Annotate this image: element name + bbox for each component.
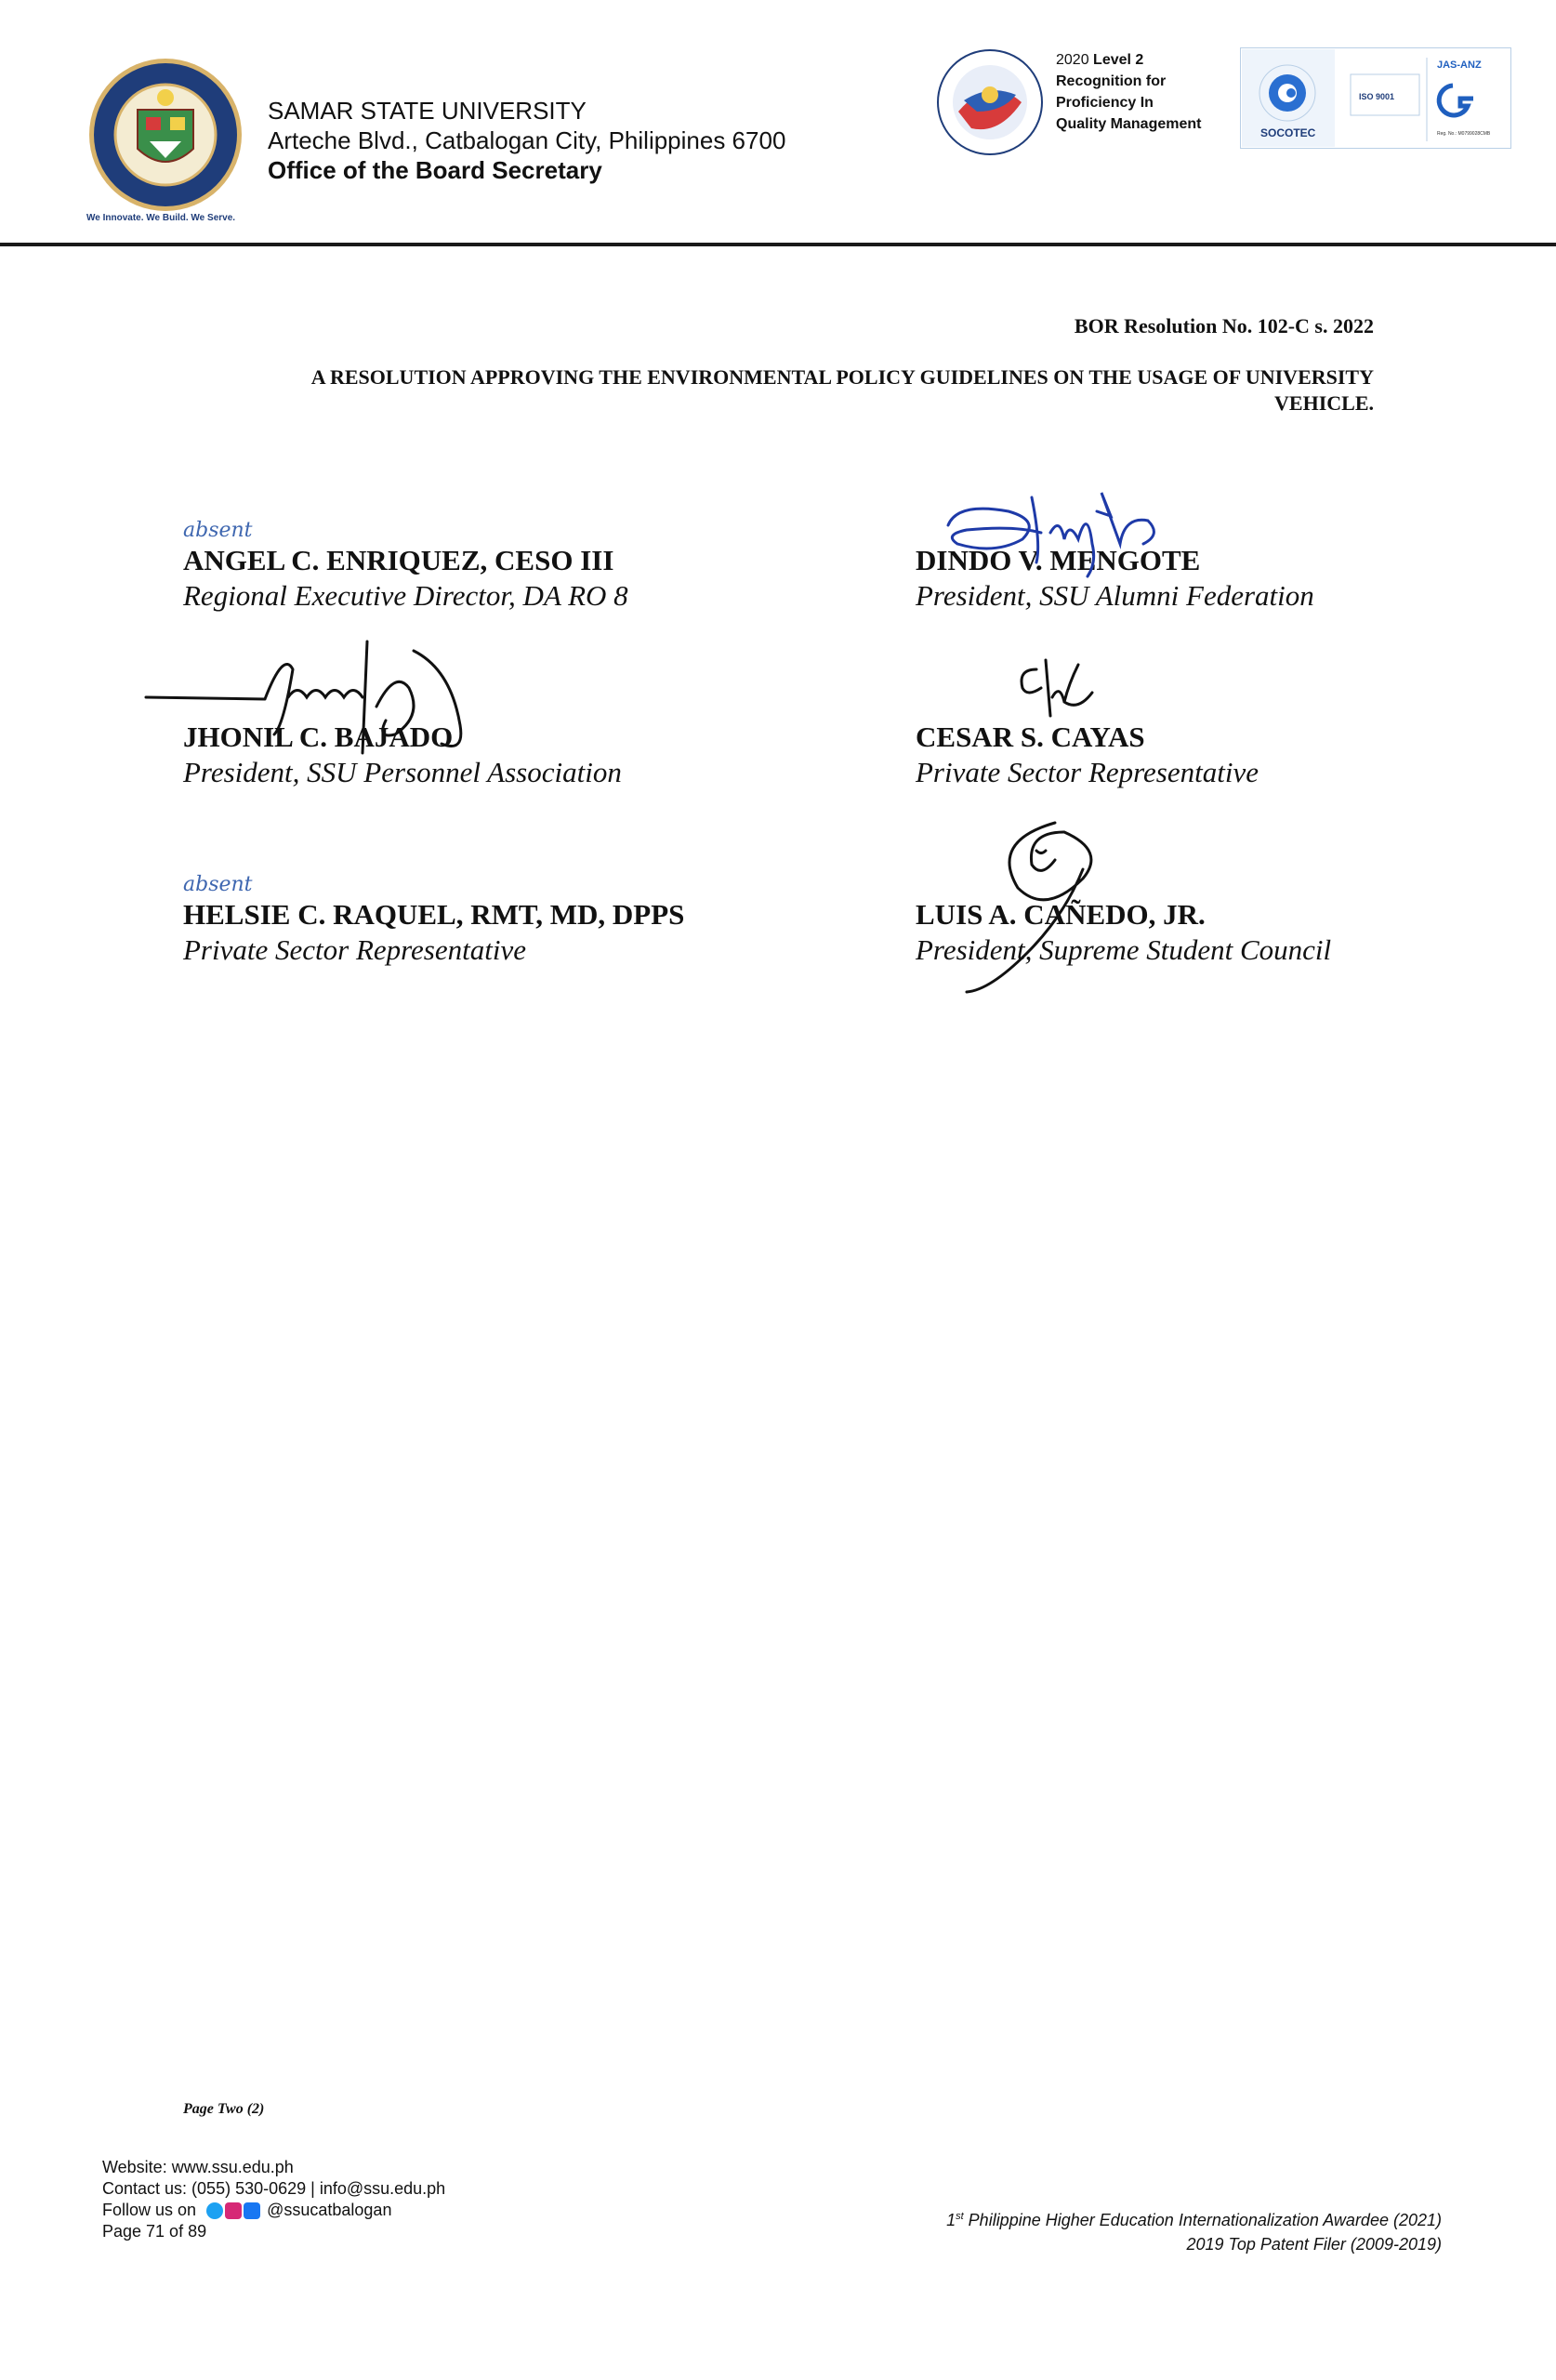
signatory-title: Regional Executive Director, DA RO 8 xyxy=(183,579,628,612)
signatory-name: LUIS A. CAÑEDO, JR. xyxy=(916,898,1206,931)
signatory-title: President, SSU Personnel Association xyxy=(183,756,622,788)
facebook-icon[interactable] xyxy=(244,2202,260,2219)
university-seal-logo xyxy=(86,56,244,214)
social-handle[interactable]: @ssucatbalogan xyxy=(267,2201,392,2219)
footer-contact xyxy=(102,2157,445,2242)
signatory-2 xyxy=(916,519,1556,614)
absent-note xyxy=(916,873,1556,897)
quality-award-seal-logo xyxy=(925,46,1055,158)
resolution-title: A RESOLUTION APPROVING THE ENVIRONMENTAL POLICY GUIDELINES ON THE USAGE OF UNIVERSITY VEHICLE. xyxy=(310,365,1374,415)
footer-website: Website: www.ssu.edu.ph xyxy=(102,2158,294,2176)
signatory-1 xyxy=(183,519,834,614)
jasanz-label: JAS-ANZ xyxy=(1437,60,1482,71)
office-name: Office of the Board Secretary xyxy=(268,156,602,184)
signatory-4 xyxy=(916,695,1556,790)
signatory-5 xyxy=(183,873,834,968)
socotec-label: SOCOTEC xyxy=(1260,126,1316,139)
signatory-title: Private Sector Representative xyxy=(183,933,526,966)
award-line-2: Recognition for xyxy=(1056,73,1167,89)
signatory-3 xyxy=(183,695,834,790)
footer-awards xyxy=(946,2204,1442,2256)
page-counter: Page 71 of 89 xyxy=(102,2222,207,2241)
signatory-name: HELSIE C. RAQUEL, RMT, MD, DPPS xyxy=(183,898,685,931)
signatory-name: DINDO V. MENGOTE xyxy=(916,544,1201,576)
absent-note xyxy=(916,519,1556,543)
absent-note xyxy=(916,695,1556,720)
award-year: 2020 xyxy=(1056,52,1094,68)
absent-note: absent xyxy=(183,519,253,542)
footer-social-line xyxy=(102,2200,445,2221)
footer-award-2: 2019 Top Patent Filer (2009-2019) xyxy=(1186,2235,1442,2254)
absent-note: absent xyxy=(183,873,253,896)
page-label: Page Two (2) xyxy=(183,2101,265,2117)
signatory-title: President, Supreme Student Council xyxy=(916,933,1332,966)
university-address: Arteche Blvd., Catbalogan City, Philippines 6700 xyxy=(268,126,786,154)
quality-award-text xyxy=(1056,49,1201,135)
instagram-icon[interactable] xyxy=(225,2202,242,2219)
resolution-number: BOR Resolution No. 102-C s. 2022 xyxy=(1074,314,1374,337)
certification-reg-number: Reg. No.: M0799028CMB xyxy=(1437,131,1491,137)
signatory-6 xyxy=(916,873,1556,968)
signatory-title: Private Sector Representative xyxy=(916,756,1259,788)
follow-label: Follow us on xyxy=(102,2201,197,2219)
signatory-name: CESAR S. CAYAS xyxy=(916,721,1145,753)
signatory-title: President, SSU Alumni Federation xyxy=(916,579,1314,612)
absent-note xyxy=(183,695,834,720)
award-line-3: Proficiency In xyxy=(1056,95,1154,111)
award-line-4: Quality Management xyxy=(1056,116,1202,132)
award-level: Level 2 xyxy=(1093,52,1144,68)
university-motto: We Innovate. We Build. We Serve. xyxy=(86,213,236,223)
signatory-name: JHONIL C. BAJADO xyxy=(183,721,454,753)
iso-label: ISO 9001 xyxy=(1359,92,1395,101)
signatory-name: ANGEL C. ENRIQUEZ, CESO III xyxy=(183,544,614,576)
header-divider xyxy=(0,243,1556,246)
twitter-icon[interactable] xyxy=(206,2202,223,2219)
university-name: SAMAR STATE UNIVERSITY xyxy=(268,97,587,125)
footer-award-1: 1st Philippine Higher Education Internationalization Awardee (2021) xyxy=(946,2211,1442,2229)
footer-contact-line: Contact us: (055) 530-0629 | info@ssu.edu.ph xyxy=(102,2179,446,2198)
